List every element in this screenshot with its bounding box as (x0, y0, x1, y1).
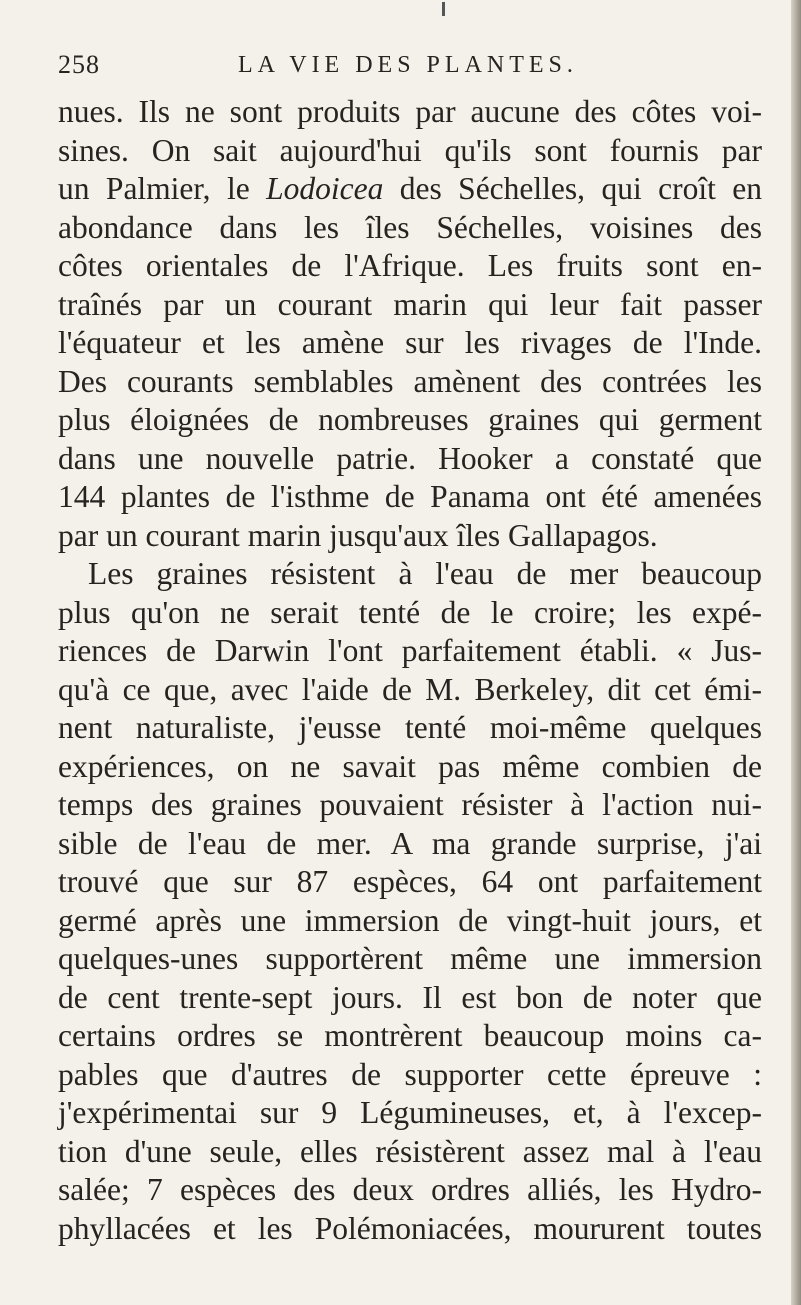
text-line: plus qu'on ne serait tenté de le croire; les expé- (58, 594, 762, 630)
text-line: 144 plantes de l'isthme de Panama ont été amenées (58, 479, 762, 514)
text-line: Les graines résistent à l'eau de mer beaucoup (88, 556, 762, 591)
text-line: abondance dans les îles Séchelles, voisines des (58, 209, 762, 245)
running-title: LA VIE DES PLANTES. (238, 52, 578, 78)
text-line: germé après une immersion de vingt-huit jours, et (58, 902, 762, 938)
text-line: nent naturaliste, j'eusse tenté moi-même quelques (58, 710, 762, 745)
text-line: l'équateur et les amène sur les rivages de l'Inde. (58, 325, 762, 360)
text-line: salée; 7 espèces des deux ordres alliés, les Hydro- (58, 1172, 762, 1207)
page-number: 258 (58, 50, 100, 79)
text-line: certains ordres se montrèrent beaucoup moins ca- (58, 1018, 762, 1053)
body-text (58, 93, 762, 1248)
text-line: temps des graines pouvaient résister à l'action nui- (58, 787, 762, 822)
text-line: phyllacées et les Polémoniacées, moururent toutes (58, 1210, 762, 1246)
text-line: tion d'une seule, elles résistèrent assez mal à l'eau (58, 1133, 762, 1169)
text-line: sines. On sait aujourd'hui qu'ils sont fournis par (58, 132, 762, 168)
text-line: un Palmier, le Lodoicea des Séchelles, qui croît en (58, 171, 763, 206)
text-line: de cent trente-sept jours. Il est bon de noter que (58, 979, 762, 1015)
text-line: riences de Darwin l'ont parfaitement établi. « Jus- (58, 633, 762, 668)
genus-name: Lodoicea (266, 171, 384, 206)
text-line: Des courants semblables amènent des contrées les (58, 363, 762, 399)
text-line: traînés par un courant marin qui leur fait passer (58, 286, 762, 322)
page-edge-shadow (791, 0, 801, 1305)
text-line: plus éloignées de nombreuses graines qui germent (58, 402, 762, 437)
text-line: j'expérimentai sur 9 Légumineuses, et, à l'excep- (58, 1095, 762, 1130)
ink-speck (442, 2, 445, 16)
text-line: qu'à ce que, avec l'aide de M. Berkeley, dit cet émi- (58, 671, 762, 707)
text-line: par un courant marin jusqu'aux îles Gallapagos. (58, 517, 658, 553)
text-line: dans une nouvelle patrie. Hooker a constaté que (58, 440, 762, 476)
text-line: quelques-unes supportèrent même une immersion (58, 941, 762, 976)
text-line: expériences, on ne savait pas même combien de (58, 748, 762, 784)
text-line: côtes orientales de l'Afrique. Les fruits sont en- (58, 248, 762, 283)
text-line: nues. Ils ne sont produits par aucune des côtes voi- (58, 94, 762, 129)
text-line: pables que d'autres de supporter cette épreuve : (58, 1056, 762, 1092)
text-line: sible de l'eau de mer. A ma grande surprise, j'ai (58, 825, 762, 861)
text-line: trouvé que sur 87 espèces, 64 ont parfaitement (58, 864, 762, 899)
